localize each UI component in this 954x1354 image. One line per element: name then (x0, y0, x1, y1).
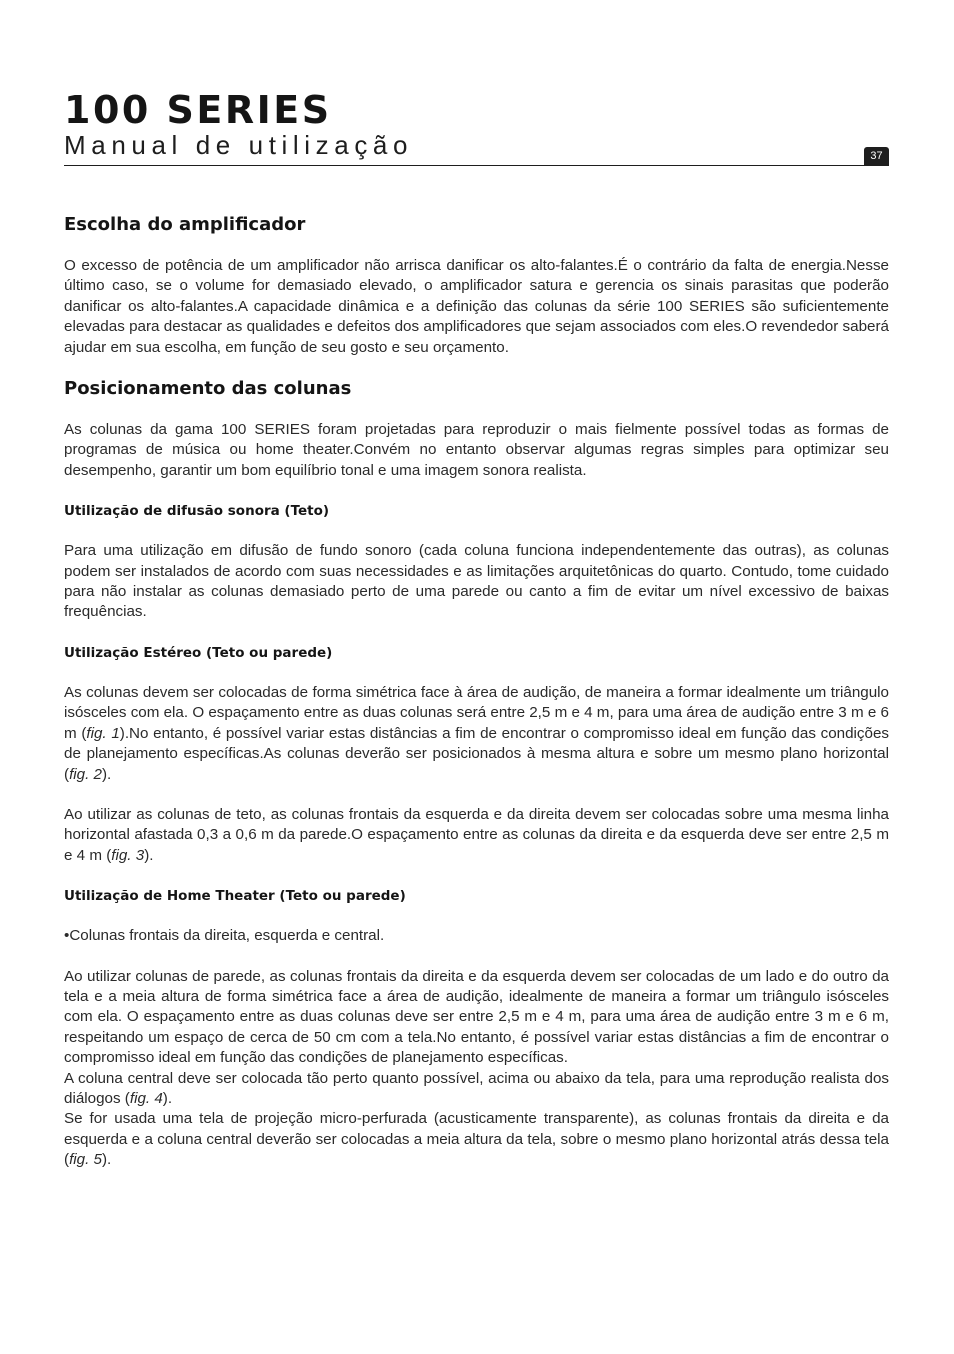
text-span: A coluna central deve ser colocada tão perto quanto possível, acima ou abaixo da tela, para uma reprodução realista dos diálogos ( (64, 1069, 889, 1107)
paragraph (64, 1109, 889, 1170)
figure-reference: fig. 1 (86, 724, 120, 742)
text-span: Se for usada uma tela de projeção micro-perfurada (acusticamente transparente), as colunas frontais da direita e da esquerda e a coluna central deverão ser colocadas a meia altura da tela, sobre o mesmo plano horizontal atrás dessa tela ( (64, 1110, 889, 1169)
paragraph (64, 683, 889, 785)
subsection-heading-home-theater: Utilização de Home Theater (Teto ou parede) (64, 888, 406, 905)
paragraph: O excesso de potência de um amplificador não arrisca danificar os alto-falantes.É o contrário da falta de energia.Nesse último caso, se o volume for demasiado elevado, o amplificador satura e gerencia os sinais parasitas que poderão danificar os alto-falantes.A capacidade dinâmica e a definição das colunas da série 100 SERIES são suficientemente elevadas para destacar as qualidades e defeitos dos amplificadores que sejam associados com eles.O revendedor saberá ajudar em sua escolha, em função de seu gosto e seu orçamento. (64, 257, 889, 356)
paragraph (64, 805, 889, 866)
figure-reference: fig. 3 (111, 846, 145, 864)
text-span: Ao utilizar as colunas de teto, as colunas frontais da esquerda e da direita devem ser colocadas sobre uma mesma linha horizontal afastada 0,3 a 0,6 m da parede.O espaçamento entre as colunas da direita e da esquerda deve ser entre 2,5 m e 4 m ( (64, 805, 889, 864)
text-span: ). (102, 1151, 112, 1169)
paragraph: Ao utilizar colunas de parede, as colunas frontais da direita e da esquerda devem ser colocadas de um lado e do outro da tela e a meia altura de forma simétrica face a área de audição, idealmente de maneira a formar um triângulo isósceles com ela. O espaçamento entre as duas colunas deve ser entre 2,5 m e 4 m, para uma área de audição entre 3 m e 6 m, respeitando um espaço de cerca de 50 cm com a tela.No entanto, é possível variar estas distâncias a fim de encontrar o compromisso ideal em função das condições de planejamento específicas. (64, 967, 889, 1067)
paragraph: Para uma utilização em difusão de fundo sonoro (cada coluna funciona independentemente das outras), as colunas podem ser instalados de acordo com suas necessidades e as limitações arquitetônicas do quarto. Contudo, tome cuidado para não instalar as colunas demasiado perto de uma parede ou canto a fim de evitar um nível excessivo de baixas frequências. (64, 542, 889, 621)
page-content (64, 212, 889, 1171)
bullet-item: •Colunas frontais da direita, esquerda e central. (64, 927, 385, 945)
text-span: ). (162, 1089, 173, 1107)
page-header (64, 88, 889, 160)
paragraph: As colunas da gama 100 SERIES foram projetadas para reproduzir o mais fielmente possível todas as formas de programas de música ou home theater.Convém no entanto observar algumas regras simples para optimizar seu desempenho, garantir um bom equilíbrio tonal e uma imagem sonora realista. (64, 421, 889, 479)
subsection-heading-estereo: Utilização Estéreo (Teto ou parede) (64, 644, 333, 661)
figure-reference: fig. 2 (69, 765, 102, 783)
section-heading-posicionamento: Posicionamento das colunas (64, 378, 352, 400)
text-span: As colunas devem ser colocadas de forma simétrica face à área de audição, de maneira a formar idealmente um triângulo isósceles com ela. O espaçamento entre as duas colunas será entre 2,5 m e 4 m, para uma área de audição entre 3 m e 6 m ( (64, 683, 889, 742)
page-number-badge: 37 (864, 147, 889, 165)
subsection-heading-difusao: Utilização de difusão sonora (Teto) (64, 503, 330, 520)
text-span: ). (102, 765, 112, 783)
figure-reference: fig. 5 (69, 1151, 102, 1169)
header-rule (64, 165, 889, 166)
section-heading-amplificador: Escolha do amplificador (64, 214, 306, 235)
text-span: ).No entanto, é possível variar estas distâncias a fim de encontrar o compromisso ideal em função das condições de planejamento específicas.As colunas deverão ser posicionados à mesma altura e sobre um mesmo plano horizontal ( (64, 724, 889, 783)
text-span: ). (144, 846, 154, 864)
figure-reference: fig. 4 (129, 1089, 163, 1107)
document-title: 100 SERIES (64, 88, 332, 132)
paragraph (64, 1069, 889, 1110)
document-subtitle: Manual de utilização (64, 130, 414, 160)
